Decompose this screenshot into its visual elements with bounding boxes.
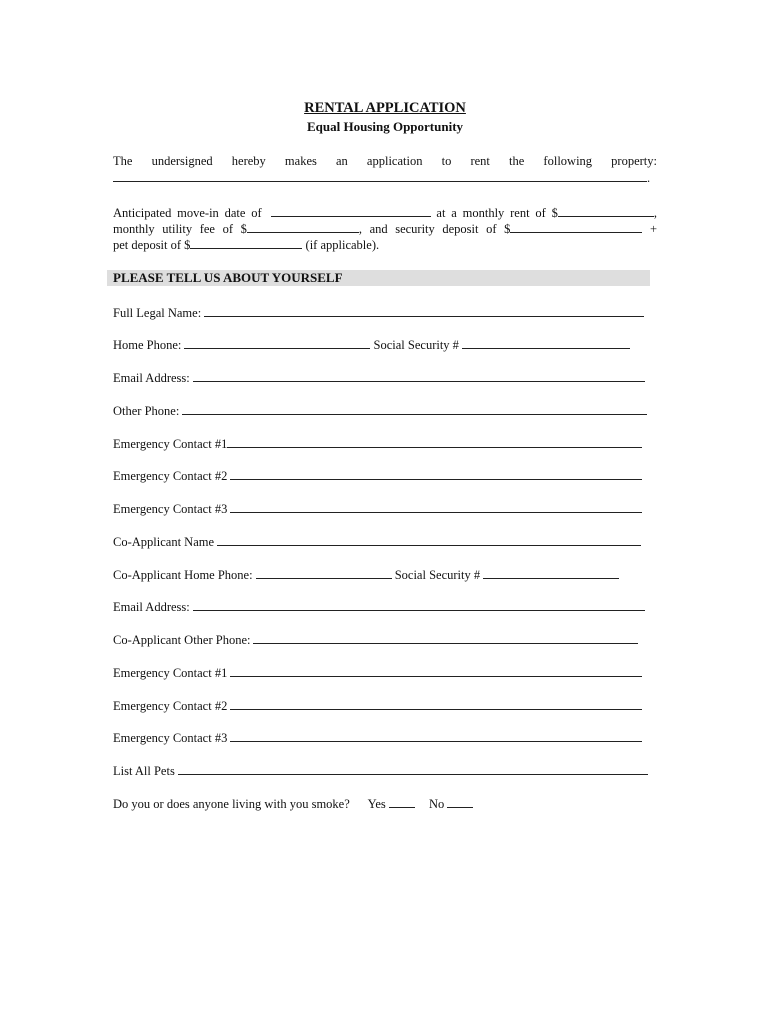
home-phone-row: [113, 336, 630, 353]
emergency-contact-3-field[interactable]: [230, 500, 642, 513]
co-emergency-contact-1-row: [113, 664, 642, 681]
intro-line: [113, 153, 657, 169]
emergency-contact-1-field[interactable]: [227, 435, 642, 448]
emergency-contact-1-row: [113, 435, 642, 452]
home-phone-label: Home Phone:: [113, 338, 182, 352]
list-pets-field[interactable]: [178, 762, 648, 775]
terms-plus: +: [649, 222, 658, 236]
co-applicant-name-row: [113, 533, 641, 550]
home-phone-field[interactable]: [184, 336, 370, 349]
smoke-yes-label: Yes: [367, 797, 386, 811]
smoke-no-label: No: [429, 797, 445, 811]
email-label: Email Address:: [113, 371, 190, 385]
section-heading: PLEASE TELL US ABOUT YOURSELF: [107, 270, 650, 286]
co-applicant-home-phone-label: Co-Applicant Home Phone:: [113, 568, 253, 582]
co-applicant-other-phone-row: [113, 631, 638, 648]
co-emergency-contact-2-field[interactable]: [230, 697, 642, 710]
list-pets-label: List All Pets: [113, 764, 175, 778]
security-deposit-label: , and security deposit of $: [358, 222, 511, 236]
social-security-label: Social Security #: [373, 338, 459, 352]
co-emergency-contact-1-label: Emergency Contact #1: [113, 666, 228, 680]
co-emergency-contact-1-field[interactable]: [230, 664, 642, 677]
smoke-yes-field[interactable]: [389, 795, 415, 808]
terms-line-2: [113, 220, 657, 237]
utility-fee-label: monthly utility fee of $: [113, 222, 247, 236]
emergency-contact-3-label: Emergency Contact #3: [113, 502, 228, 516]
pet-deposit-label: pet deposit of $: [113, 238, 191, 252]
email-row: [113, 369, 645, 386]
co-applicant-other-phone-label: Co-Applicant Other Phone:: [113, 633, 251, 647]
co-emergency-contact-2-row: [113, 697, 642, 714]
intro-text: The undersigned hereby makes an application to rent the following property:: [113, 154, 657, 168]
smoke-no-field[interactable]: [447, 795, 473, 808]
co-emergency-contact-3-label: Emergency Contact #3: [113, 731, 228, 745]
pet-deposit-blank[interactable]: [190, 236, 302, 249]
emergency-contact-2-row: [113, 467, 642, 484]
co-emergency-contact-3-field[interactable]: [230, 729, 642, 742]
co-applicant-home-phone-field[interactable]: [256, 566, 392, 579]
smoke-question-row: [113, 795, 473, 812]
list-pets-row: [113, 762, 648, 779]
emergency-contact-2-field[interactable]: [230, 467, 642, 480]
monthly-rent-blank[interactable]: [558, 204, 654, 217]
full-legal-name-label: Full Legal Name:: [113, 306, 202, 320]
emergency-contact-1-label: Emergency Contact #1: [113, 437, 228, 451]
emergency-contact-3-row: [113, 500, 642, 517]
co-email-field[interactable]: [193, 598, 645, 611]
co-email-row: [113, 598, 645, 615]
co-emergency-contact-3-row: [113, 729, 642, 746]
co-social-security-label: Social Security #: [394, 568, 481, 582]
full-legal-name-row: [113, 304, 644, 321]
other-phone-label: Other Phone:: [113, 404, 180, 418]
terms-comma: ,: [653, 206, 658, 220]
co-applicant-other-phone-field[interactable]: [253, 631, 638, 644]
page-subtitle: Equal Housing Opportunity: [306, 119, 464, 134]
other-phone-row: [113, 402, 647, 419]
co-email-label: Email Address:: [113, 600, 190, 614]
emergency-contact-2-label: Emergency Contact #2: [113, 469, 228, 483]
social-security-field[interactable]: [462, 336, 630, 349]
move-in-label: Anticipated move-in date of: [113, 206, 262, 220]
if-applicable-text: (if applicable).: [305, 238, 380, 252]
co-emergency-contact-2-label: Emergency Contact #2: [113, 699, 228, 713]
email-field[interactable]: [193, 369, 645, 382]
security-deposit-blank[interactable]: [510, 220, 642, 233]
co-applicant-name-field[interactable]: [217, 533, 641, 546]
co-applicant-name-label: Co-Applicant Name: [113, 535, 215, 549]
full-legal-name-field[interactable]: [204, 304, 644, 317]
terms-line-1: [113, 204, 657, 221]
monthly-rent-label: at a monthly rent of $: [436, 206, 558, 220]
utility-fee-blank[interactable]: [247, 220, 359, 233]
move-in-date-blank[interactable]: [271, 204, 431, 217]
terms-line-3: [113, 236, 657, 253]
property-line: [113, 169, 657, 186]
property-line-period: .: [647, 171, 651, 185]
smoke-question-label: Do you or does anyone living with you smoke?: [113, 797, 350, 811]
co-applicant-home-phone-row: [113, 566, 619, 583]
other-phone-field[interactable]: [182, 402, 647, 415]
property-blank[interactable]: [113, 169, 647, 182]
page-title: RENTAL APPLICATION: [304, 100, 466, 116]
co-social-security-field[interactable]: [483, 566, 619, 579]
